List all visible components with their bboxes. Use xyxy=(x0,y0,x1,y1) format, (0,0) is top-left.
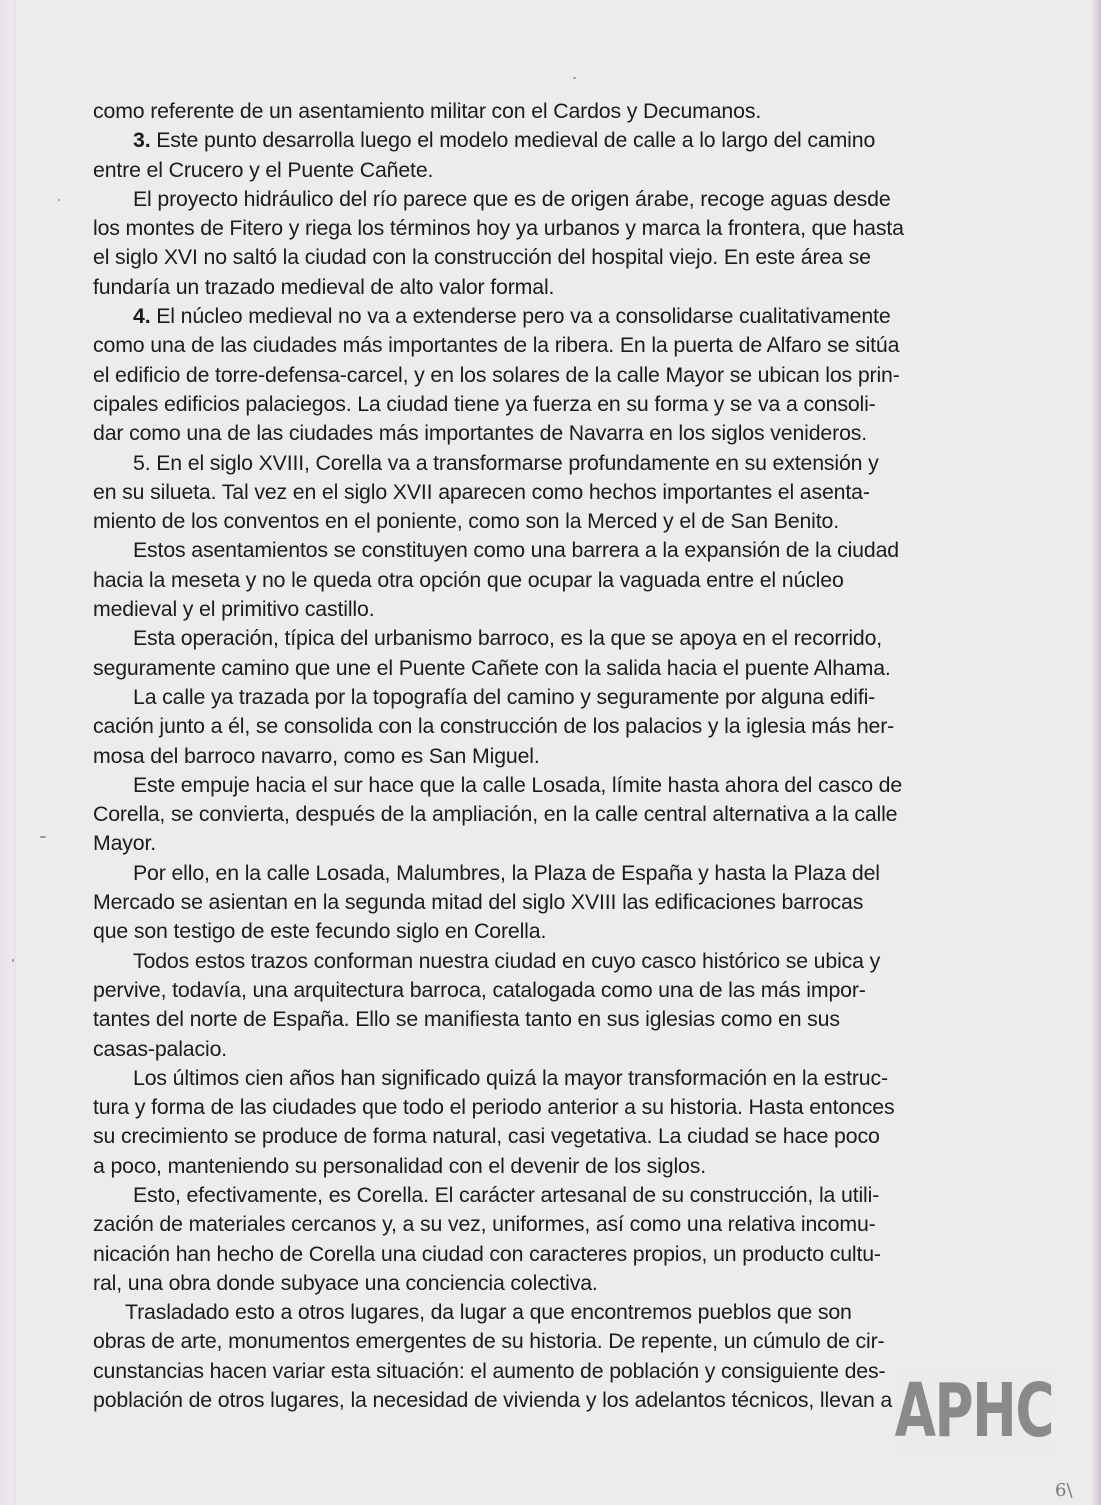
text-line xyxy=(93,273,1017,302)
document-body-text xyxy=(93,97,1017,1415)
line-text: cipales edificios palaciegos. La ciudad tiene ya fuerza en su forma y se va a consoli- xyxy=(93,391,876,416)
line-text: Todos estos trazos conforman nuestra ciudad en cuyo casco histórico se ubica y xyxy=(133,948,881,973)
line-text: los montes de Fitero y riega los términos hoy ya urbanos y marca la frontera, que hasta xyxy=(93,216,904,241)
text-line xyxy=(93,302,1017,331)
line-text: Este punto desarrolla luego el modelo medieval de calle a lo largo del camino xyxy=(150,128,876,153)
line-text: seguramente camino que une el Puente Cañete con la salida hacia el puente Alhama. xyxy=(93,655,891,680)
line-text: ral, una obra donde subyace una conciencia colectiva. xyxy=(93,1270,598,1295)
text-line xyxy=(93,1298,1017,1327)
scan-speck xyxy=(40,836,46,838)
line-text: su crecimiento se produce de forma natural, casi vegetativa. La ciudad se hace poco xyxy=(93,1124,880,1149)
text-line xyxy=(93,331,1017,360)
text-line xyxy=(93,1152,1017,1181)
line-text: casas-palacio. xyxy=(93,1036,228,1061)
line-text: Corella, se convierta, después de la ampliación, en la calle central alternativa a la calle xyxy=(93,802,898,827)
text-line xyxy=(93,185,1017,214)
text-line xyxy=(93,478,1017,507)
line-text: Mercado se asientan en la segunda mitad del siglo XVIII las edificaciones barrocas xyxy=(93,890,864,915)
line-text: Trasladado esto a otros lugares, da lugar a que encontremos pueblos que son xyxy=(125,1300,852,1325)
line-text: el siglo XVI no saltó la ciudad con la construcción del hospital viejo. En este área se xyxy=(93,245,871,270)
text-line xyxy=(93,1035,1017,1064)
text-line xyxy=(93,771,1017,800)
line-text: dar como una de las ciudades más importantes de Navarra en los siglos venideros. xyxy=(93,421,868,446)
handwritten-page-mark: 6\ xyxy=(1055,1480,1073,1501)
line-text: pervive, todavía, una arquitectura barroca, catalogada como una de las más impor- xyxy=(93,977,866,1002)
line-text: en su silueta. Tal vez en el siglo XVII aparecen como hechos importantes el asenta- xyxy=(93,479,870,504)
line-text: zación de materiales cercanos y, a su vez, uniformes, así como una relativa incomu- xyxy=(93,1212,876,1237)
text-line xyxy=(93,1240,1017,1269)
line-text: mosa del barroco navarro, como es San Miguel. xyxy=(93,743,540,768)
text-line xyxy=(93,214,1017,243)
text-line xyxy=(93,1122,1017,1151)
text-line xyxy=(93,624,1017,653)
text-line xyxy=(93,566,1017,595)
line-text: miento de los conventos en el poniente, como son la Merced y el de San Benito. xyxy=(93,509,839,534)
scan-speck xyxy=(12,959,14,962)
text-line xyxy=(93,654,1017,683)
text-line xyxy=(93,829,1017,858)
line-text: Mayor. xyxy=(93,831,157,856)
text-line xyxy=(93,97,1017,126)
line-text: tura y forma de las ciudades que todo el periodo anterior a su historia. Hasta entonces xyxy=(93,1095,895,1120)
scan-speck xyxy=(573,77,576,79)
line-text: tantes del norte de España. Ello se manifiesta tanto en sus iglesias como en sus xyxy=(93,1007,840,1032)
line-text: El proyecto hidráulico del río parece que es de origen árabe, recoge aguas desde xyxy=(133,186,891,211)
line-text: Este empuje hacia el sur hace que la calle Losada, límite hasta ahora del casco de xyxy=(133,772,903,797)
line-text: hacia la meseta y no le queda otra opción que ocupar la vaguada entre el núcleo xyxy=(93,567,844,592)
page-edge-right xyxy=(1091,0,1101,1505)
text-line xyxy=(93,126,1017,155)
line-text: Esta operación, típica del urbanismo barroco, es la que se apoya en el recorrido, xyxy=(133,626,883,651)
text-line xyxy=(93,243,1017,272)
line-text: medieval y el primitivo castillo. xyxy=(93,597,375,622)
watermark-logo xyxy=(896,1367,1051,1455)
text-line xyxy=(93,1181,1017,1210)
section-number: 4. xyxy=(133,304,151,329)
text-line xyxy=(93,712,1017,741)
line-text: que son testigo de este fecundo siglo en Corella. xyxy=(93,919,547,944)
text-line xyxy=(93,419,1017,448)
text-line xyxy=(93,1064,1017,1093)
line-text: Estos asentamientos se constituyen como una barrera a la expansión de la ciudad xyxy=(133,538,899,563)
line-text: población de otros lugares, la necesidad de vivienda y los adelantos técnicos, llevan a xyxy=(93,1388,893,1413)
text-line xyxy=(93,1210,1017,1239)
text-line xyxy=(93,156,1017,185)
text-line xyxy=(93,449,1017,478)
text-line xyxy=(93,1093,1017,1122)
text-line xyxy=(93,361,1017,390)
line-text: obras de arte, monumentos emergentes de su historia. De repente, un cúmulo de cir- xyxy=(93,1329,885,1354)
line-text: el edificio de torre-defensa-carcel, y en los solares de la calle Mayor se ubican los prin- xyxy=(93,362,900,387)
line-text: entre el Crucero y el Puente Cañete. xyxy=(93,157,434,182)
text-line xyxy=(93,888,1017,917)
text-line xyxy=(93,507,1017,536)
scan-speck xyxy=(58,199,60,201)
text-line xyxy=(93,1357,1017,1386)
line-text: Esto, efectivamente, es Corella. El carácter artesanal de su construcción, la utili- xyxy=(133,1182,880,1207)
line-text: fundaría un trazado medieval de alto valor formal. xyxy=(93,274,555,299)
text-line xyxy=(93,1005,1017,1034)
text-line xyxy=(93,1327,1017,1356)
watermark-text: APHC xyxy=(894,1368,1053,1454)
text-line xyxy=(93,390,1017,419)
text-line xyxy=(93,683,1017,712)
text-line xyxy=(93,800,1017,829)
line-text: cunstancias hacen variar esta situación: el aumento de población y consiguiente des- xyxy=(93,1358,886,1383)
text-line xyxy=(93,1386,1017,1415)
text-line xyxy=(93,536,1017,565)
text-line xyxy=(93,947,1017,976)
line-text: Por ello, en la calle Losada, Malumbres, la Plaza de España y hasta la Plaza del xyxy=(133,860,880,885)
line-text: La calle ya trazada por la topografía del camino y seguramente por alguna edifi- xyxy=(133,684,876,709)
page-edge-left xyxy=(0,0,16,1505)
text-line xyxy=(93,917,1017,946)
text-line xyxy=(93,595,1017,624)
line-text: nicación han hecho de Corella una ciudad con caracteres propios, un producto cultu- xyxy=(93,1241,881,1266)
line-text: Los últimos cien años han significado quizá la mayor transformación en la estruc- xyxy=(133,1065,888,1090)
line-text: El núcleo medieval no va a extenderse pero va a consolidarse cualitativamente xyxy=(150,304,891,329)
line-text: como una de las ciudades más importantes de la ribera. En la puerta de Alfaro se sitúa xyxy=(93,333,900,358)
text-line xyxy=(93,976,1017,1005)
line-text: como referente de un asentamiento militar con el Cardos y Decumanos. xyxy=(93,99,762,123)
text-line xyxy=(93,1269,1017,1298)
line-text: cación junto a él, se consolida con la construcción de los palacios y la iglesia más her- xyxy=(93,714,895,739)
text-line xyxy=(93,859,1017,888)
line-text: 5. En el siglo XVIII, Corella va a transformarse profundamente en su extensión y xyxy=(133,450,879,475)
section-number: 3. xyxy=(133,128,151,153)
line-text: a poco, manteniendo su personalidad con el devenir de los siglos. xyxy=(93,1153,706,1178)
text-line xyxy=(93,742,1017,771)
